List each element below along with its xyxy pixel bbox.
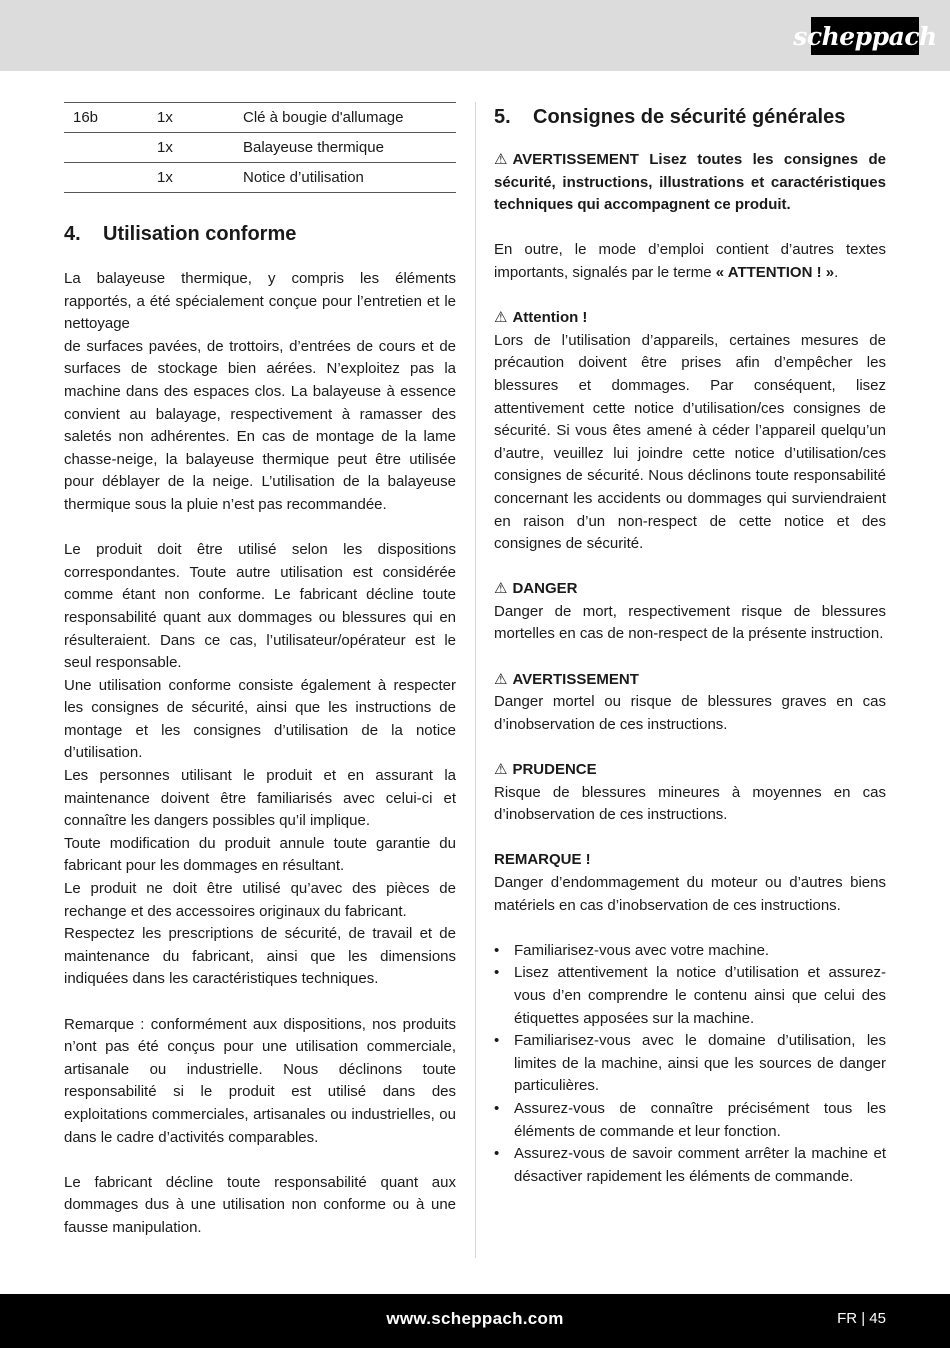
section-number: 5. [494, 106, 511, 128]
attention-title [494, 307, 886, 330]
paragraph: Remarque : conformément aux dispositions, nos produits n’ont pas été conçus pour une utilisation commerciale, artisanale ou industrielle. Nous déclinons toute responsabilité si le produit est utilisé dans des exploitations commerciales, artisanales ou industrielles, ou dans le cadre d’activités comparables. [64, 1015, 456, 1146]
safety-bullet-list [494, 940, 886, 1189]
parts-table [64, 102, 456, 193]
list-item: • Assurez-vous de savoir comment arrêter la machine et désactiver rapidement les éléments de commande. [494, 1143, 886, 1188]
intro-text: En outre, le mode d’emploi contient d’autres textes importants, signalés par le terme [494, 241, 886, 281]
part-item: Clé à bougie d'allumage [243, 109, 404, 126]
warning-intro-text: AVERTISSEMENT Lisez toutes les consignes de sécurité, instructions, illustrations et caractéristiques techniques qui accompagnent ce produit. [494, 151, 886, 214]
page-header [0, 0, 950, 71]
website-url[interactable]: www.scheppach.com [386, 1309, 564, 1328]
avertissement-title [494, 669, 886, 692]
column-divider [475, 102, 476, 1258]
danger-title-text: DANGER [512, 580, 578, 598]
remarque-title: REMARQUE ! [494, 851, 591, 869]
avertissement-text: Danger mortel ou risque de blessures graves en cas d’inobservation de ces instructions. [494, 693, 886, 733]
section-4-heading [64, 223, 456, 246]
warning-intro [494, 149, 886, 217]
part-item: Balayeuse thermique [243, 139, 384, 156]
paragraph: Les personnes utilisant le produit et en assurant la maintenance doivent être familiarisés avec celui-ci et connaître les dangers possibles qu’il implique. [64, 767, 456, 830]
section-title: Consignes de sécurité générales [533, 106, 846, 128]
paragraph: La balayeuse thermique, y compris les éléments rapportés, a été spécialement conçue pour l’entretien et le nettoyage [64, 270, 456, 333]
part-qty: 1x [157, 169, 173, 186]
paragraph: Une utilisation conforme consiste également à respecter les consignes de sécurité, ainsi que les instructions de montage et les consignes d’utilisation de la notice d’utilisation. [64, 676, 456, 762]
prudence-title-text: PRUDENCE [512, 761, 597, 779]
danger-title [494, 578, 886, 601]
paragraph: de surfaces pavées, de trottoirs, d’entrées de cours et de surfaces de stockage bien aérées. N’exploitez pas la machine dans des espaces clos. La balayeuse à essence convient au balayage, respectivement à ramasser des saletés non adhérentes. En cas de montage de la lame chasse-neige, la balayeuse thermique peut être utilisée pour déblayer de la neige. L’utilisation de la balayeuse thermique sous la pluie n’est pas recommandée. [64, 337, 456, 513]
list-item: • Lisez attentivement la notice d’utilisation et assurez-vous d’en comprendre le contenu ainsi que celui des étiquettes apposées sur la machine. [494, 962, 886, 1030]
part-qty: 1x [157, 139, 173, 156]
list-item: • Familiarisez-vous avec votre machine. [494, 940, 886, 963]
prudence-title [494, 759, 886, 782]
paragraph: Respectez les prescriptions de sécurité, de travail et de maintenance du fabricant, ainsi que les dimensions indiquées dans les caractéristiques techniques. [64, 925, 456, 988]
warning-icon: ⚠ [494, 309, 508, 327]
attention-text: Lors de l’utilisation d’appareils, certaines mesures de précaution doivent être prises afin d’empêcher les blessures et dommages. Par conséquent, lisez attentivement cette notice d’utilisation/ces consignes de sécurité. Si vous êtes amené à céder l’appareil quelqu’un d’autre, veuillez lui joindre cette notice d’utilisation/ces consignes de sécurité. Nous déclinons toute responsabilité concernant les accidents ou dommages qui surviendraient en raison d’un non-respect de cette notice et des consignes de sécurité. [494, 331, 886, 553]
danger-text: Danger de mort, respectivement risque de blessures mortelles en cas de non-respect de la présente instruction. [494, 602, 886, 643]
warning-icon: ⚠ [494, 580, 508, 598]
part-ref [64, 133, 148, 163]
remarque-text: Danger d’endommagement du moteur ou d’autres biens matériels en cas d’inobservation de ces instructions. [494, 874, 886, 914]
part-qty: 1x [157, 109, 173, 126]
paragraph: Le produit doit être utilisé selon les dispositions correspondantes. Toute autre utilisation est considérée comme étant non conforme. Le fabricant décline toute responsabilité quant aux dommages ou blessures qui en résulteraient. Dans ce cas, l’utilisateur/opérateur est le seul responsable. [64, 541, 456, 672]
paragraph: Toute modification du produit annule toute garantie du fabricant pour les dommages en résultant. [64, 834, 456, 875]
brand-logo: scheppach [811, 17, 919, 55]
part-ref: 16b [73, 109, 99, 126]
part-ref [64, 163, 148, 193]
table-row [64, 163, 456, 193]
attention-title-text: Attention ! [512, 309, 588, 327]
warning-icon: ⚠ [494, 670, 508, 688]
part-item: Notice d’utilisation [243, 169, 364, 186]
list-item: • Familiarisez-vous avec le domaine d’utilisation, les limites de la machine, ainsi que les sources de danger particulières. [494, 1030, 886, 1098]
list-item: • Assurez-vous de connaître précisément tous les éléments de commande et leur fonction. [494, 1098, 886, 1143]
intro-paragraph [494, 239, 886, 284]
avertissement-title-text: AVERTISSEMENT [512, 670, 639, 688]
intro-emphasis: « ATTENTION ! » [715, 263, 835, 281]
prudence-text: Risque de blessures mineures à moyennes en cas d’inobservation de ces instructions. [494, 783, 886, 824]
warning-icon: ⚠ [494, 151, 508, 168]
intro-end: . [834, 263, 839, 281]
warning-icon: ⚠ [494, 761, 508, 779]
page-footer [0, 1294, 950, 1348]
table-row [64, 133, 456, 163]
section-title: Utilisation conforme [103, 223, 297, 245]
left-column [64, 102, 456, 1240]
right-column [494, 102, 886, 1188]
page-number: FR | 45 [837, 1310, 886, 1327]
section-5-heading [494, 106, 886, 129]
section-number: 4. [64, 223, 81, 245]
table-row [64, 103, 456, 133]
paragraph: Le fabricant décline toute responsabilité quant aux dommages dus à une utilisation non conforme ou à une fausse manipulation. [64, 1173, 456, 1236]
paragraph: Le produit ne doit être utilisé qu’avec des pièces de rechange et des accessoires originaux du fabricant. [64, 880, 456, 920]
